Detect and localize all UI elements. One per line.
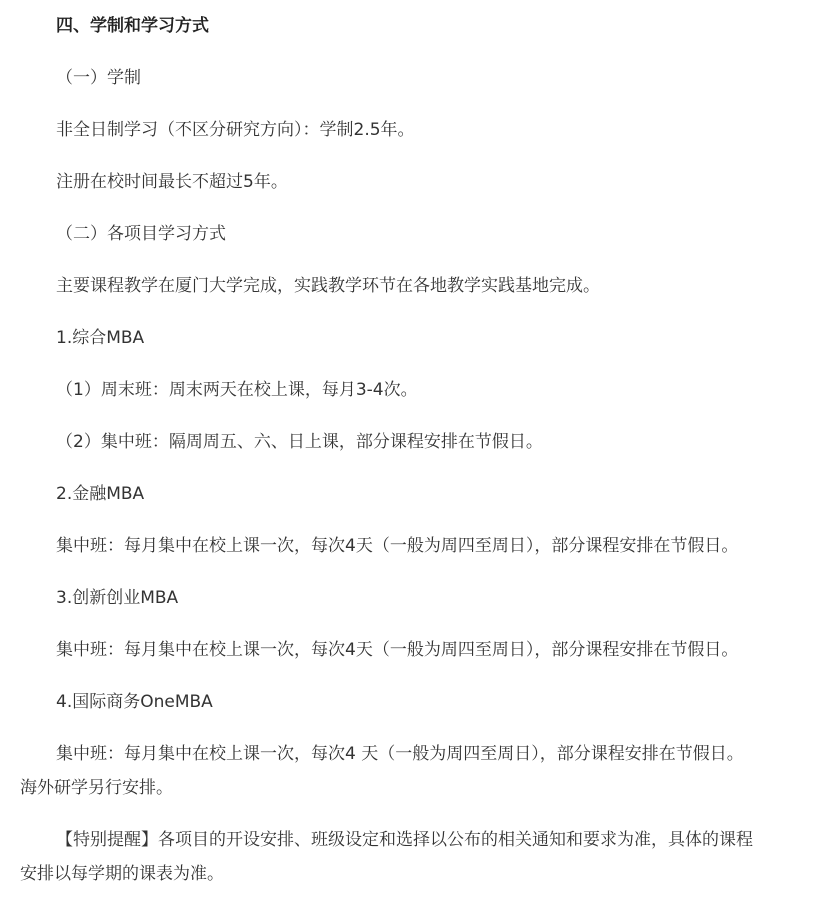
program-4-description-line1: 集中班：每月集中在校上课一次，每次4 天（一般为周四至周日），部分课程安排在节假日。 bbox=[56, 744, 744, 764]
program-3-description: 集中班：每月集中在校上课一次，每次4天（一般为周四至周日），部分课程安排在节假日。 bbox=[56, 640, 739, 660]
program-2-description: 集中班：每月集中在校上课一次，每次4天（一般为周四至周日），部分课程安排在节假日。 bbox=[56, 536, 739, 556]
program-2-title: 2.金融MBA bbox=[56, 484, 145, 504]
program-1-weekend-class: （1）周末班：周末两天在校上课，每月3-4次。 bbox=[56, 380, 418, 400]
paragraph-registration: 注册在校时间最长不超过5年。 bbox=[56, 172, 288, 192]
program-4-title: 4.国际商务OneMBA bbox=[56, 692, 213, 712]
program-4-description-line2: 海外研学另行安排。 bbox=[20, 778, 173, 798]
paragraph-main-teaching: 主要课程教学在厦门大学完成，实践教学环节在各地教学实践基地完成。 bbox=[56, 276, 600, 296]
subsection-title-duration: （一）学制 bbox=[56, 68, 141, 88]
subsection-title-study-mode: （二）各项目学习方式 bbox=[56, 224, 226, 244]
program-1-title: 1.综合MBA bbox=[56, 328, 145, 348]
notice-line1: 【特别提醒】各项目的开设安排、班级设定和选择以公布的相关通知和要求为准，具体的课程 bbox=[56, 830, 753, 850]
notice-line2: 安排以每学期的课表为准。 bbox=[20, 864, 224, 884]
section-title: 四、学制和学习方式 bbox=[56, 16, 209, 36]
paragraph-parttime: 非全日制学习（不区分研究方向）：学制2.5年。 bbox=[56, 120, 415, 140]
program-3-title: 3.创新创业MBA bbox=[56, 588, 179, 608]
program-1-intensive-class: （2）集中班：隔周周五、六、日上课，部分课程安排在节假日。 bbox=[56, 432, 543, 452]
